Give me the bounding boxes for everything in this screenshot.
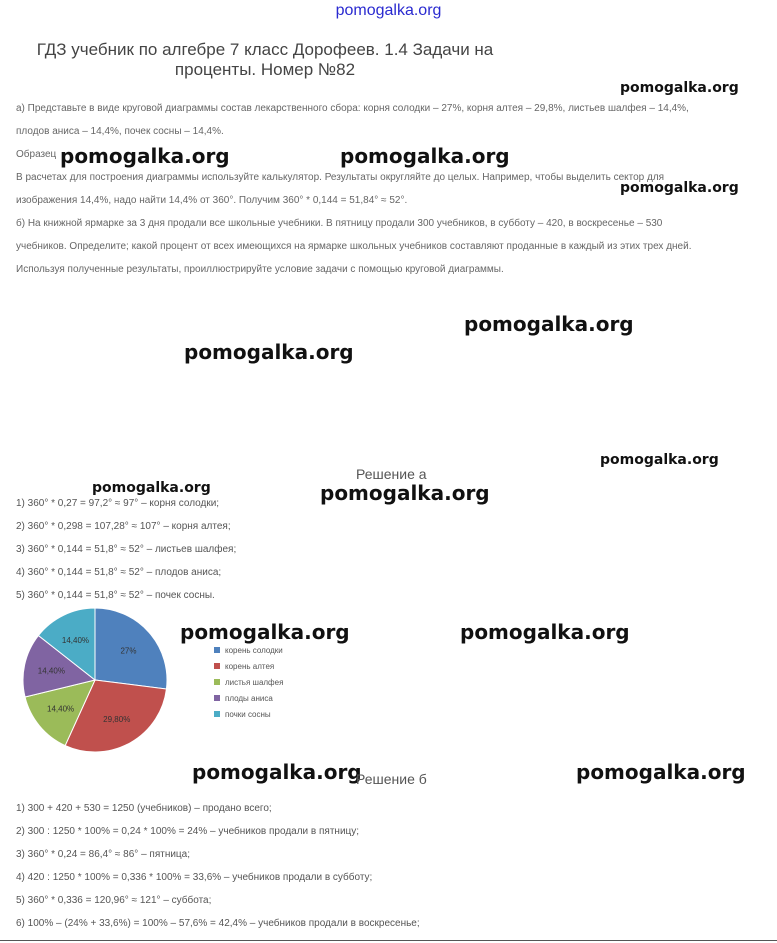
- pie-chart: [10, 602, 180, 762]
- watermark: pomogalka.org: [320, 481, 490, 505]
- solution-b-step: 1) 300 + 420 + 530 = 1250 (учебников) – продано всего;: [16, 803, 272, 814]
- legend-entry: [214, 658, 283, 674]
- solution-a-heading: Решение а: [356, 466, 427, 482]
- watermark: pomogalka.org: [192, 760, 362, 784]
- legend-label: почки сосны: [225, 709, 271, 719]
- pie-slice-label: 14,40%: [37, 666, 65, 676]
- chart-legend: [214, 642, 283, 722]
- watermark: pomogalka.org: [92, 480, 211, 496]
- solution-b-step: 3) 360° * 0,24 = 86,4° ≈ 86° – пятница;: [16, 849, 190, 860]
- task-a-line-2: плодов аниса – 14,4%, почек сосны – 14,4%.: [16, 126, 224, 137]
- solution-b-step: 5) 360° * 0,336 = 120,96° ≈ 121° – суббота;: [16, 895, 212, 906]
- legend-label: листья шалфея: [225, 677, 284, 687]
- watermark: pomogalka.org: [340, 144, 510, 168]
- page-title: ГДЗ учебник по алгебре 7 класс Дорофеев. 1.4 Задачи на проценты. Номер №82: [36, 40, 494, 79]
- task-a-line-1: а) Представьте в виде круговой диаграммы состав лекарственного сбора: корня солодки – 27%, корня алтея – 29,8%, листьев шалфея – 14,4%,: [16, 103, 689, 114]
- legend-swatch: [214, 679, 220, 685]
- watermark: pomogalka.org: [620, 180, 739, 196]
- pie-slice-label: 27%: [120, 646, 137, 656]
- solution-b-step: 4) 420 : 1250 * 100% = 0,336 * 100% = 33,6% – учебников продали в субботу;: [16, 872, 373, 883]
- solution-a-step: 5) 360° * 0,144 = 51,8° ≈ 52° – почек сосны.: [16, 590, 215, 601]
- solution-a-step: 2) 360° * 0,298 = 107,28° ≈ 107° – корня алтея;: [16, 521, 231, 532]
- task-b-line-1: б) На книжной ярмарке за 3 дня продали все школьные учебники. В пятницу продали 300 учебников, в субботу – 420, в воскресенье – 530: [16, 218, 663, 229]
- legend-entry: [214, 674, 283, 690]
- watermark: pomogalka.org: [180, 620, 350, 644]
- legend-label: корень солодки: [225, 645, 283, 655]
- legend-label: плоды аниса: [225, 693, 273, 703]
- solution-b-step: 2) 300 : 1250 * 100% = 0,24 * 100% = 24% – учебников продали в пятницу;: [16, 826, 360, 837]
- solution-b-step: 6) 100% – (24% + 33,6%) = 100% – 57,6% = 42,4% – учебников продали в воскресенье;: [16, 918, 420, 929]
- legend-entry: [214, 690, 283, 706]
- watermark: pomogalka.org: [620, 80, 739, 96]
- watermark: pomogalka.org: [464, 312, 634, 336]
- divider: [0, 940, 777, 941]
- legend-swatch: [214, 695, 220, 701]
- solution-b-steps: [16, 797, 420, 935]
- solution-a-step: 4) 360° * 0,144 = 51,8° ≈ 52° – плодов аниса;: [16, 567, 222, 578]
- watermark: pomogalka.org: [460, 620, 630, 644]
- solution-a-steps: [16, 492, 236, 607]
- legend-swatch: [214, 663, 220, 669]
- site-logo-link[interactable]: pomogalka.org: [335, 2, 442, 19]
- legend-swatch: [214, 711, 220, 717]
- sample-label: Образец: [16, 149, 57, 160]
- pie-slice-label: 29,80%: [103, 714, 131, 724]
- legend-entry: [214, 642, 283, 658]
- watermark: pomogalka.org: [60, 144, 230, 168]
- watermark: pomogalka.org: [600, 452, 719, 468]
- legend-label: корень алтея: [225, 661, 275, 671]
- hint-line-1: В расчетах для построения диаграммы используйте калькулятор. Результаты округляйте до целых. Например, чтобы выделить сектор для: [16, 172, 665, 183]
- pie-slice-label: 14,40%: [47, 704, 75, 714]
- solution-a-step: 3) 360° * 0,144 = 51,8° ≈ 52° – листьев шалфея;: [16, 544, 237, 555]
- legend-swatch: [214, 647, 220, 653]
- watermark: pomogalka.org: [184, 340, 354, 364]
- watermark: pomogalka.org: [576, 760, 746, 784]
- solution-b-heading: Решение б: [356, 771, 427, 787]
- pie-slice-label: 14,40%: [61, 635, 90, 645]
- task-b-line-3: Используя полученные результаты, проиллюстрируйте условие задачи с помощью круговой диаграммы.: [16, 264, 504, 275]
- task-b-line-2: учебников. Определите; какой процент от всех имеющихся на ярмарке школьных учебников составляют проданные в каждый из этих трех дней.: [16, 241, 692, 252]
- legend-entry: [214, 706, 283, 722]
- solution-a-step: 1) 360° * 0,27 = 97,2° ≈ 97° – корня солодки;: [16, 498, 220, 509]
- hint-line-2: изображения 14,4%, надо найти 14,4% от 360°. Получим 360° * 0,144 = 51,84° ≈ 52°.: [16, 195, 408, 206]
